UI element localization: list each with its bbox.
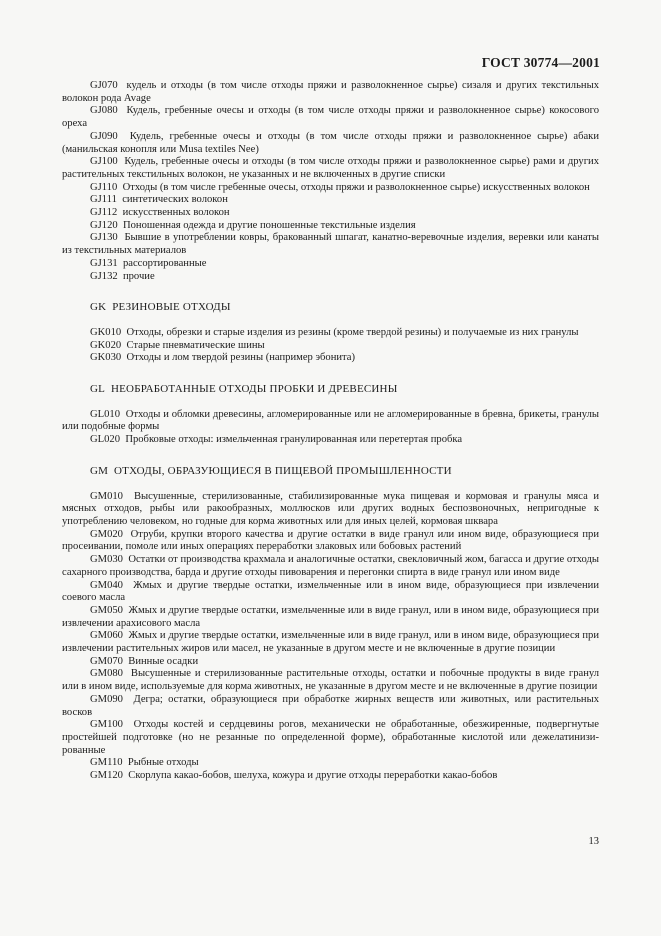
entry-text: искусственных волокон (122, 207, 230, 219)
section-heading: РЕЗИНОВЫЕ ОТХОДЫ (112, 301, 231, 314)
entry-code: GM020 (90, 528, 123, 540)
classifier-entry (62, 694, 599, 719)
entry-text: Пробковые отходы: измельченная гранулированная или перетертая пробка (125, 434, 463, 446)
entry-text: Скорлупа какао-бобов, шелуха, кожура и другие отходы переработки какао-бобов (128, 770, 498, 782)
entry-code: GJ080 (90, 105, 118, 117)
classifier-entry (62, 327, 599, 340)
entry-code: GJ090 (90, 130, 118, 142)
classifier-entry (62, 105, 599, 130)
classifier-entry (62, 352, 599, 365)
entry-text: Высушенные, стерилизованные, стабилизированные мука пищевая и кормовая и гранулы мяса и мясных отходов, рыбы или ракообразных, моллюсков или других водных беспозвоночных, непригодные к употреблению человеком, но годные для корма животных или для иных целей, кормовая шквара (62, 490, 599, 527)
section-code: GM (90, 464, 109, 477)
entry-text: Кудель, гребенные очесы и отходы (в том числе отходы пряжи и разволокненное сырье) кокосового ореха (62, 105, 599, 130)
classifier-entry (62, 757, 599, 770)
section-heading: ОТХОДЫ, ОБРАЗУЮЩИЕСЯ В ПИЩЕВОЙ ПРОМЫШЛЕННОСТИ (114, 464, 452, 477)
entry-text: Отходы и лом твердой резины (например эбонита) (126, 352, 356, 364)
entry-text: Отходы, обрезки и старые изделия из резины (кроме твердой резины) и получаемые из них гранулы (126, 326, 579, 338)
entry-text: Бывшие в употреблении ковры, бракованный шпагат, канатно-веревочные изделия, веревки или канаты из текстильных материалов (62, 232, 599, 257)
classifier-entry (62, 719, 599, 757)
classifier-entry (62, 131, 599, 156)
entry-text: Рыбные отходы (127, 757, 199, 769)
entry-code: GM080 (90, 668, 123, 680)
entry-code: GL010 (90, 408, 121, 420)
entry-code: GM110 (90, 757, 123, 769)
page-number: 13 (588, 836, 599, 847)
entry-code: GM030 (90, 554, 123, 566)
classifier-entry (62, 194, 599, 207)
entry-text: Дегра; остатки, образующиеся при обработке жирных веществ или животных, или растительных восков (62, 693, 600, 718)
section-heading: НЕОБРАБОТАННЫЕ ОТХОДЫ ПРОБКИ И ДРЕВЕСИНЫ (110, 383, 398, 396)
section-code: GL (90, 383, 106, 396)
entry-code: GK030 (90, 352, 122, 364)
entry-code: GJ112 (90, 207, 118, 219)
section-gk (62, 301, 599, 365)
classifier-entry (62, 409, 599, 434)
classifier-entry (62, 605, 599, 630)
entry-text: синтетических волокон (122, 194, 228, 206)
entry-text: Жмых и другие твердые остатки, измельченные или в виде гранул, или в ином виде, образующиеся при извлечении растительных жиров или масел, не указанные в другом месте и не включенные в другие позиции (62, 630, 599, 655)
entry-code: GK020 (90, 339, 122, 351)
classifier-entry (62, 340, 599, 353)
classifier-entry (62, 271, 599, 284)
entry-text: Кудель, гребенные очесы и отходы (в том числе отходы пряжи и разволокненное сырье) рами и других растительных текстильных волокон, не указанных и не включенных в другие списки (62, 156, 600, 180)
entry-text: Жмых и другие твердые остатки, измельченные или в виде гранул, или в ином виде, образующиеся при извлечении арахисового масла (62, 604, 599, 629)
entry-text: Отходы (в том числе гребенные очесы, отходы пряжи и разволокненное сырье) искусственных волокон (122, 181, 590, 193)
entry-code: GJ100 (90, 156, 118, 168)
entry-code: GM010 (90, 490, 123, 502)
entry-code: GM100 (90, 719, 123, 731)
classifier-entry (62, 491, 599, 529)
classifier-entry (62, 434, 599, 447)
section-title (90, 465, 599, 478)
entry-code: GJ131 (90, 257, 118, 269)
standard-header: ГОСТ 30774—2001 (481, 55, 600, 70)
classifier-entry (62, 770, 599, 783)
entry-text: прочие (122, 270, 155, 282)
entry-code: GM090 (90, 693, 123, 705)
entry-text: Старые пневматические шины (126, 339, 265, 351)
classifier-entry (62, 232, 599, 257)
classifier-entry (62, 529, 599, 554)
classifier-entry (62, 656, 599, 669)
entry-code: GJ132 (90, 270, 118, 282)
section-gl (62, 383, 599, 447)
entry-text: Поношенная одежда и другие поношенные текстильные изделия (122, 219, 416, 231)
classifier-entry (62, 156, 599, 181)
entry-code: GK010 (90, 326, 122, 338)
entry-text: Отруби, крупки второго качества и другие остатки в виде гранул или ином виде, образующиеся при просеивании, помоле или иных операциях переработки злаковых или бобовых растений (62, 528, 599, 553)
classifier-entry (62, 554, 599, 579)
entry-code: GJ110 (90, 181, 118, 193)
classifier-entry (62, 220, 599, 233)
classifier-entry (62, 668, 599, 693)
entry-text: Кудель, гребенные очесы и отходы (в том числе отходы пряжи и разволокненное сырье) абаки (манильская конопля или Musa textiles Nee) (62, 130, 600, 155)
entry-code: GM060 (90, 630, 123, 642)
classifier-entry (62, 258, 599, 271)
entry-code: GJ130 (90, 232, 118, 244)
entry-code: GM120 (90, 770, 123, 782)
entry-text: Остатки от производства крахмала и аналогичные остатки, свекловичный жом, багасса и другие отходы сахарного производства, барда и другие отходы пивоварения и перегонки спирта в виде гранул или ином виде (62, 554, 599, 578)
entry-code: GJ111 (90, 194, 117, 206)
entry-code: GJ070 (90, 80, 118, 91)
section-title (90, 301, 599, 314)
classifier-entry (62, 182, 599, 195)
entry-text: Отходы костей и сердцевины рогов, механически не обработанные, обезжиренные, подвергнутые простейшей подготовке (но не резанные по определенной форме), обработанные кислотой или дежелатинизи-рованные (62, 719, 600, 756)
sections (62, 301, 599, 783)
entry-code: GM040 (90, 579, 123, 591)
document-body (62, 80, 599, 783)
entry-code: GM050 (90, 604, 123, 616)
entry-code: GM070 (90, 655, 123, 667)
classifier-entry (62, 580, 599, 605)
section-code: GK (90, 301, 107, 314)
entry-text: Отходы и обломки древесины, агломерированные или не агломерированные в бревна, брикеты, гранулы или подобные формы (62, 408, 599, 433)
entry-text: Высушенные и стерилизованные растительные отходы, остатки и побочные продукты в виде гранул или в ином виде, используемые для корма животных, не указанные в другом месте и не включенные в другие позиции (62, 668, 599, 693)
entry-code: GL020 (90, 434, 121, 446)
entry-text: рассортированные (122, 257, 207, 269)
classifier-entry (62, 207, 599, 220)
section-gm (62, 465, 599, 783)
entry-text: Жмых и другие твердые остатки, измельченные или в ином виде, образующиеся при извлечении соевого масла (62, 579, 599, 604)
classifier-entry (62, 630, 599, 655)
entry-code: GJ120 (90, 219, 118, 231)
section-title (90, 383, 599, 396)
intro-entries (62, 80, 599, 283)
entry-text: Винные осадки (128, 655, 199, 667)
entry-text: кудель и отходы (в том числе отходы пряжи и разволокненное сырье) сизаля и других текстильных волокон рода Avage (62, 80, 600, 104)
classifier-entry (62, 80, 599, 105)
